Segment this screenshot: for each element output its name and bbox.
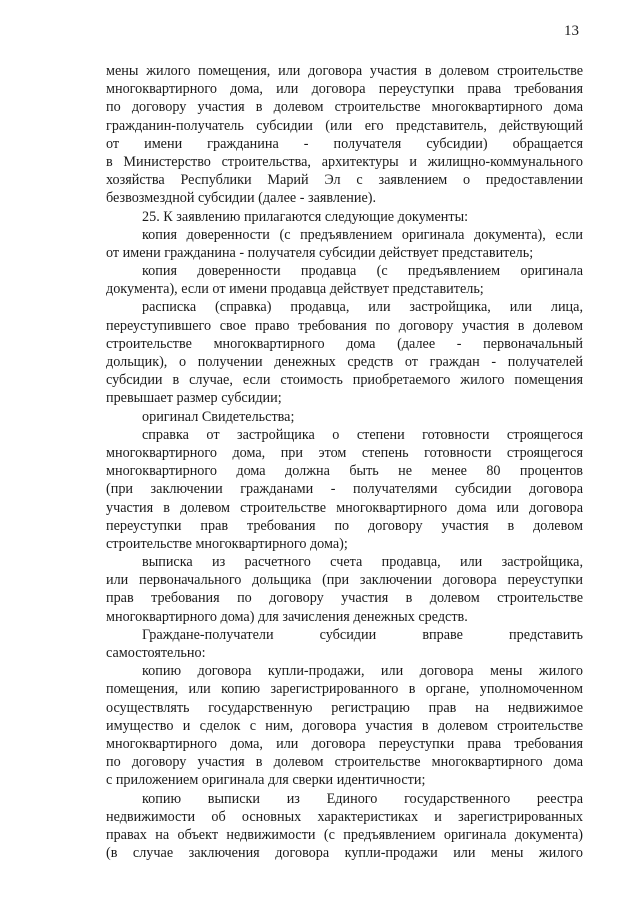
- page-number: 13: [564, 23, 579, 39]
- text-line: копию договора купли-продажи, или договора мены жилого: [142, 663, 583, 680]
- text-line: по договору участия в долевом строительстве многоквартирного дома: [106, 754, 583, 771]
- text-line: или первоначального дольщика (при заключении договора переуступки: [106, 572, 583, 589]
- text-line: 25. К заявлению прилагаются следующие документы:: [142, 208, 469, 225]
- text-line: превышает размер субсидии;: [106, 390, 282, 407]
- text-line: помещения, или копию зарегистрированного в органе, уполномоченном: [106, 681, 583, 698]
- text-line: копию выписки из Единого государственного реестра: [142, 790, 583, 807]
- text-line: недвижимости об основных характеристиках и зарегистрированных: [106, 808, 583, 825]
- text-line: (при заключении гражданами - получателями субсидии договора: [106, 481, 583, 498]
- text-line: в Министерство строительства, архитектуры и жилищно-коммунального: [106, 153, 583, 170]
- text-line: безвозмездной субсидии (далее - заявление).: [106, 190, 377, 207]
- text-line: многоквартирного дома) для зачисления денежных средств.: [106, 608, 468, 625]
- text-line: от имени гражданина - получателя субсидии) обращается: [106, 135, 583, 152]
- text-line: хозяйства Республики Марий Эл с заявлением о предоставлении: [106, 172, 583, 189]
- text-line: строительстве многоквартирного дома);: [106, 535, 348, 552]
- text-line: многоквартирного дома должна быть не менее 80 процентов: [106, 463, 583, 480]
- text-line: прав требования по договору участия в долевом строительстве: [106, 590, 583, 607]
- text-line: документа), если от имени продавца действует представитель;: [106, 281, 484, 298]
- text-line: по договору участия в долевом строительстве многоквартирного дома: [106, 99, 583, 116]
- text-line: расписка (справка) продавца, или застройщика, или лица,: [142, 299, 583, 316]
- text-line: участия в долевом строительстве многоквартирного дома или договора: [106, 499, 583, 516]
- text-line: копия доверенности продавца (с предъявлением оригинала: [142, 263, 583, 280]
- text-line: Граждане-получатели субсидии вправе представить: [142, 626, 583, 643]
- text-line: субсидии в случае, если стоимость приобретаемого жилого помещения: [106, 372, 583, 389]
- text-line: имущество и сделок с ним, договора участия в долевом строительстве: [106, 717, 583, 734]
- text-line: гражданин-получатель субсидии (или его представитель, действующий: [106, 117, 583, 134]
- text-line: многоквартирного дома, или договора переуступки права требования: [106, 735, 583, 752]
- text-line: дольщик), о получении денежных средств от граждан - получателей: [106, 354, 583, 370]
- text-line: правах на объект недвижимости (с предъявлением оригинала документа): [106, 826, 583, 843]
- text-line: переуступившего свое право требования по договору участия в долевом: [106, 317, 583, 334]
- text-line: выписка из расчетного счета продавца, или застройщика,: [142, 554, 583, 571]
- text-line: осуществлять государственную регистрацию прав на недвижимое: [106, 699, 583, 716]
- document-body: [106, 62, 583, 862]
- text-line: с приложением оригинала для сверки идентичности;: [106, 772, 426, 789]
- text-line: оригинал Свидетельства;: [142, 408, 295, 425]
- text-line: строительстве многоквартирного дома (далее - первоначальный: [106, 335, 583, 352]
- text-line: копия доверенности (с предъявлением оригинала документа), если: [142, 226, 583, 243]
- text-line: (в случае заключения договора купли-продажи или мены жилого: [106, 845, 583, 862]
- text-line: справка от застройщика о степени готовности строящегося: [142, 426, 583, 443]
- text-line: переуступки прав требования по договору участия в долевом: [106, 517, 583, 534]
- text-line: от имени гражданина - получателя субсидии действует представитель;: [106, 244, 534, 261]
- text-line: многоквартирного дома, или договора переуступки права требования: [106, 81, 583, 98]
- text-line: многоквартирного дома, при этом степень готовности строящегося: [106, 444, 583, 461]
- text-line: мены жилого помещения, или договора участия в долевом строительстве: [106, 63, 583, 79]
- text-line: самостоятельно:: [106, 645, 206, 661]
